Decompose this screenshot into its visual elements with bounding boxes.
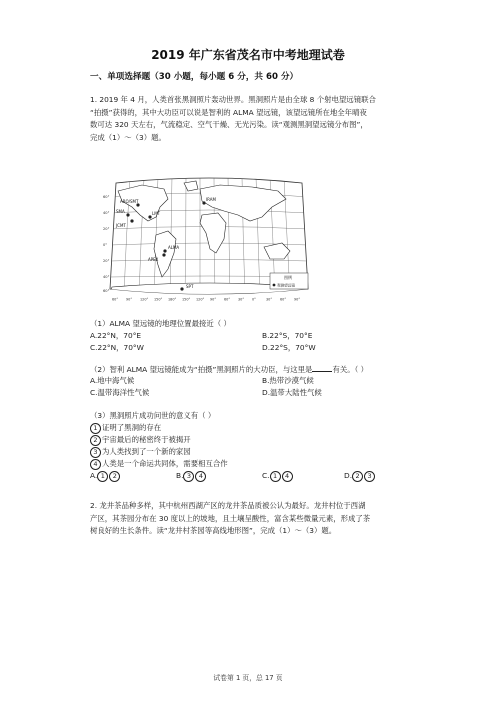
lon-label: 150°: [154, 297, 163, 301]
station-label: ALMA: [168, 245, 180, 250]
q1-sub3-item-text: 为人类找到了一个新的家园: [102, 447, 191, 456]
q1-sub3-option-b[interactable]: [176, 470, 207, 482]
station-label: SMA: [116, 209, 125, 214]
lon-label: 120°: [196, 297, 205, 301]
q1-sub3-item: [90, 422, 161, 434]
station-label: JCMT: [116, 223, 126, 228]
q1-intro-line: 完成（1）～（3）题。: [90, 132, 166, 142]
circled-number: 3: [364, 471, 375, 482]
q1-sub3-option-a[interactable]: [90, 470, 121, 482]
circled-number: 2: [90, 435, 101, 446]
lon-label: 90°: [126, 297, 133, 301]
lon-label: 90°: [210, 297, 217, 301]
telescope-distribution-map: [102, 177, 316, 301]
circled-number: 2: [109, 471, 120, 482]
q2-intro-line: 树良好的生长条件。读“龙井村茶园等高线地形图”，完成（1）～（3）题。: [90, 526, 337, 535]
q1-sub1-option-d[interactable]: D.22°S，70°W: [262, 343, 316, 352]
lon-label: 30°: [238, 297, 245, 301]
q1-intro-line: 1. 2019 年 4 月，人类首张黑洞照片轰动世界。黑洞照片是由全球 8 个射电望远镜联合: [90, 95, 376, 104]
telescope-marker-sma: [126, 213, 129, 216]
q1-sub1-option-b[interactable]: B.22°S，70°E: [262, 331, 313, 340]
telescope-marker-apex: [162, 253, 165, 256]
q1-intro: [90, 94, 410, 144]
q1-sub2-stem-before: （2）智利 ALMA 望远镜能成为“拍摄”黑洞照片的大功臣，与这里是: [90, 365, 313, 374]
station-label: LMT: [152, 211, 161, 216]
station-label: APEX: [148, 257, 159, 262]
map-legend: [270, 273, 308, 289]
q1-sub2-option-b[interactable]: B.热带沙漠气候: [262, 376, 314, 385]
q1-intro-line: 数可达 320 天左右，气流稳定、空气干燥、无光污染。读“观测黑洞望远镜分布图”，: [90, 120, 368, 129]
lon-label: 60°: [280, 297, 287, 301]
section-heading: 一、单项选择题（30 小题，每小题 6 分，共 60 分）: [90, 72, 299, 82]
lon-label: 90°: [294, 297, 301, 301]
station-label: ARO/SMT: [120, 199, 139, 204]
station-label: SPT: [186, 284, 194, 289]
q2-intro-line: 2. 龙井茶品种多样，其中杭州西湖产区的龙井茶品质被公认为最好。龙井村位于西湖: [90, 501, 366, 510]
q1-sub3-option-d[interactable]: [344, 470, 376, 482]
q1-sub3-item: [90, 434, 191, 446]
option-prefix: C.: [262, 471, 270, 480]
lat-label: 60°: [103, 195, 110, 199]
q1-sub3-option-c[interactable]: [262, 470, 294, 482]
legend-marker-icon: [273, 284, 276, 287]
q1-sub2-stem-after: 有关。（ ）: [332, 365, 369, 374]
circled-number: 1: [90, 423, 101, 434]
circled-number: 3: [90, 447, 101, 458]
q1-sub1-stem: （1）ALMA 望远镜的地理位置最接近（ ）: [90, 319, 231, 328]
q1-sub3-item-text: 证明了黑洞的存在: [102, 423, 162, 432]
q1-sub1-option-a[interactable]: A.22°N，70°E: [90, 331, 142, 340]
q1-intro-line: “拍摄”获得的，其中大功臣可以说是智利的 ALMA 望远镜，该望远镜所在地全年晴夜: [90, 107, 367, 117]
telescope-marker-spt: [180, 287, 183, 290]
lat-label: 20°: [103, 259, 110, 263]
q1-sub3-item: [90, 458, 228, 470]
station-label: IRAM: [206, 197, 216, 202]
lat-label: 60°: [103, 289, 110, 293]
lon-label: 30°: [266, 297, 273, 301]
q1-sub1-option-c[interactable]: C.22°N，70°W: [90, 343, 144, 352]
q2-intro-line: 产区，其茶园分布在 30 度以上的坡地，且土壤呈酸性，富含某些微量元素，形成了茶: [90, 513, 371, 523]
answer-blank: [312, 363, 332, 372]
circled-number: 1: [97, 471, 108, 482]
lon-label: 180°: [168, 297, 177, 301]
page-footer: 试卷第 1 页，总 17 页: [213, 674, 283, 682]
lat-label: 40°: [103, 211, 110, 215]
legend-item: 观测望远镜: [277, 283, 295, 288]
legend-title: 图例: [284, 275, 292, 280]
q1-sub3-stem: （3）黑洞照片成功问世的意义有（ ）: [90, 411, 216, 420]
circled-number: 2: [352, 471, 363, 482]
lat-label: 40°: [103, 275, 110, 279]
circled-number: 4: [282, 471, 293, 482]
page-title: 2019 年广东省茂名市中考地理试卷: [151, 48, 345, 62]
lon-label: 60°: [112, 297, 119, 301]
circled-number: 4: [195, 471, 206, 482]
q2-intro: [90, 500, 410, 538]
q1-sub3-item-text: 人类是一个命运共同体，需要相互合作: [102, 459, 228, 468]
option-prefix: B.: [176, 471, 184, 480]
q1-sub2-option-a[interactable]: A.地中海气候: [90, 376, 135, 385]
option-prefix: A.: [90, 471, 98, 480]
telescope-marker-jcmt: [130, 219, 133, 222]
lon-label: 0°: [252, 297, 256, 301]
q1-sub3-item: [90, 446, 191, 458]
circled-number: 1: [270, 471, 281, 482]
q1-sub2-option-c[interactable]: C.温带海洋性气候: [90, 388, 150, 397]
option-prefix: D.: [344, 471, 353, 480]
telescope-marker-alma: [163, 249, 166, 252]
q1-sub3-item-text: 宇宙最后的秘密终于被揭开: [102, 435, 191, 444]
circled-number: 3: [183, 471, 194, 482]
lat-label: 0°: [103, 243, 108, 247]
q1-sub2-option-d[interactable]: D.温带大陆性气候: [262, 388, 322, 397]
lon-label: 120°: [140, 297, 149, 301]
lat-label: 20°: [103, 227, 110, 231]
lon-label: 60°: [224, 297, 231, 301]
lon-label: 150°: [182, 297, 191, 301]
circled-number: 4: [90, 459, 101, 470]
